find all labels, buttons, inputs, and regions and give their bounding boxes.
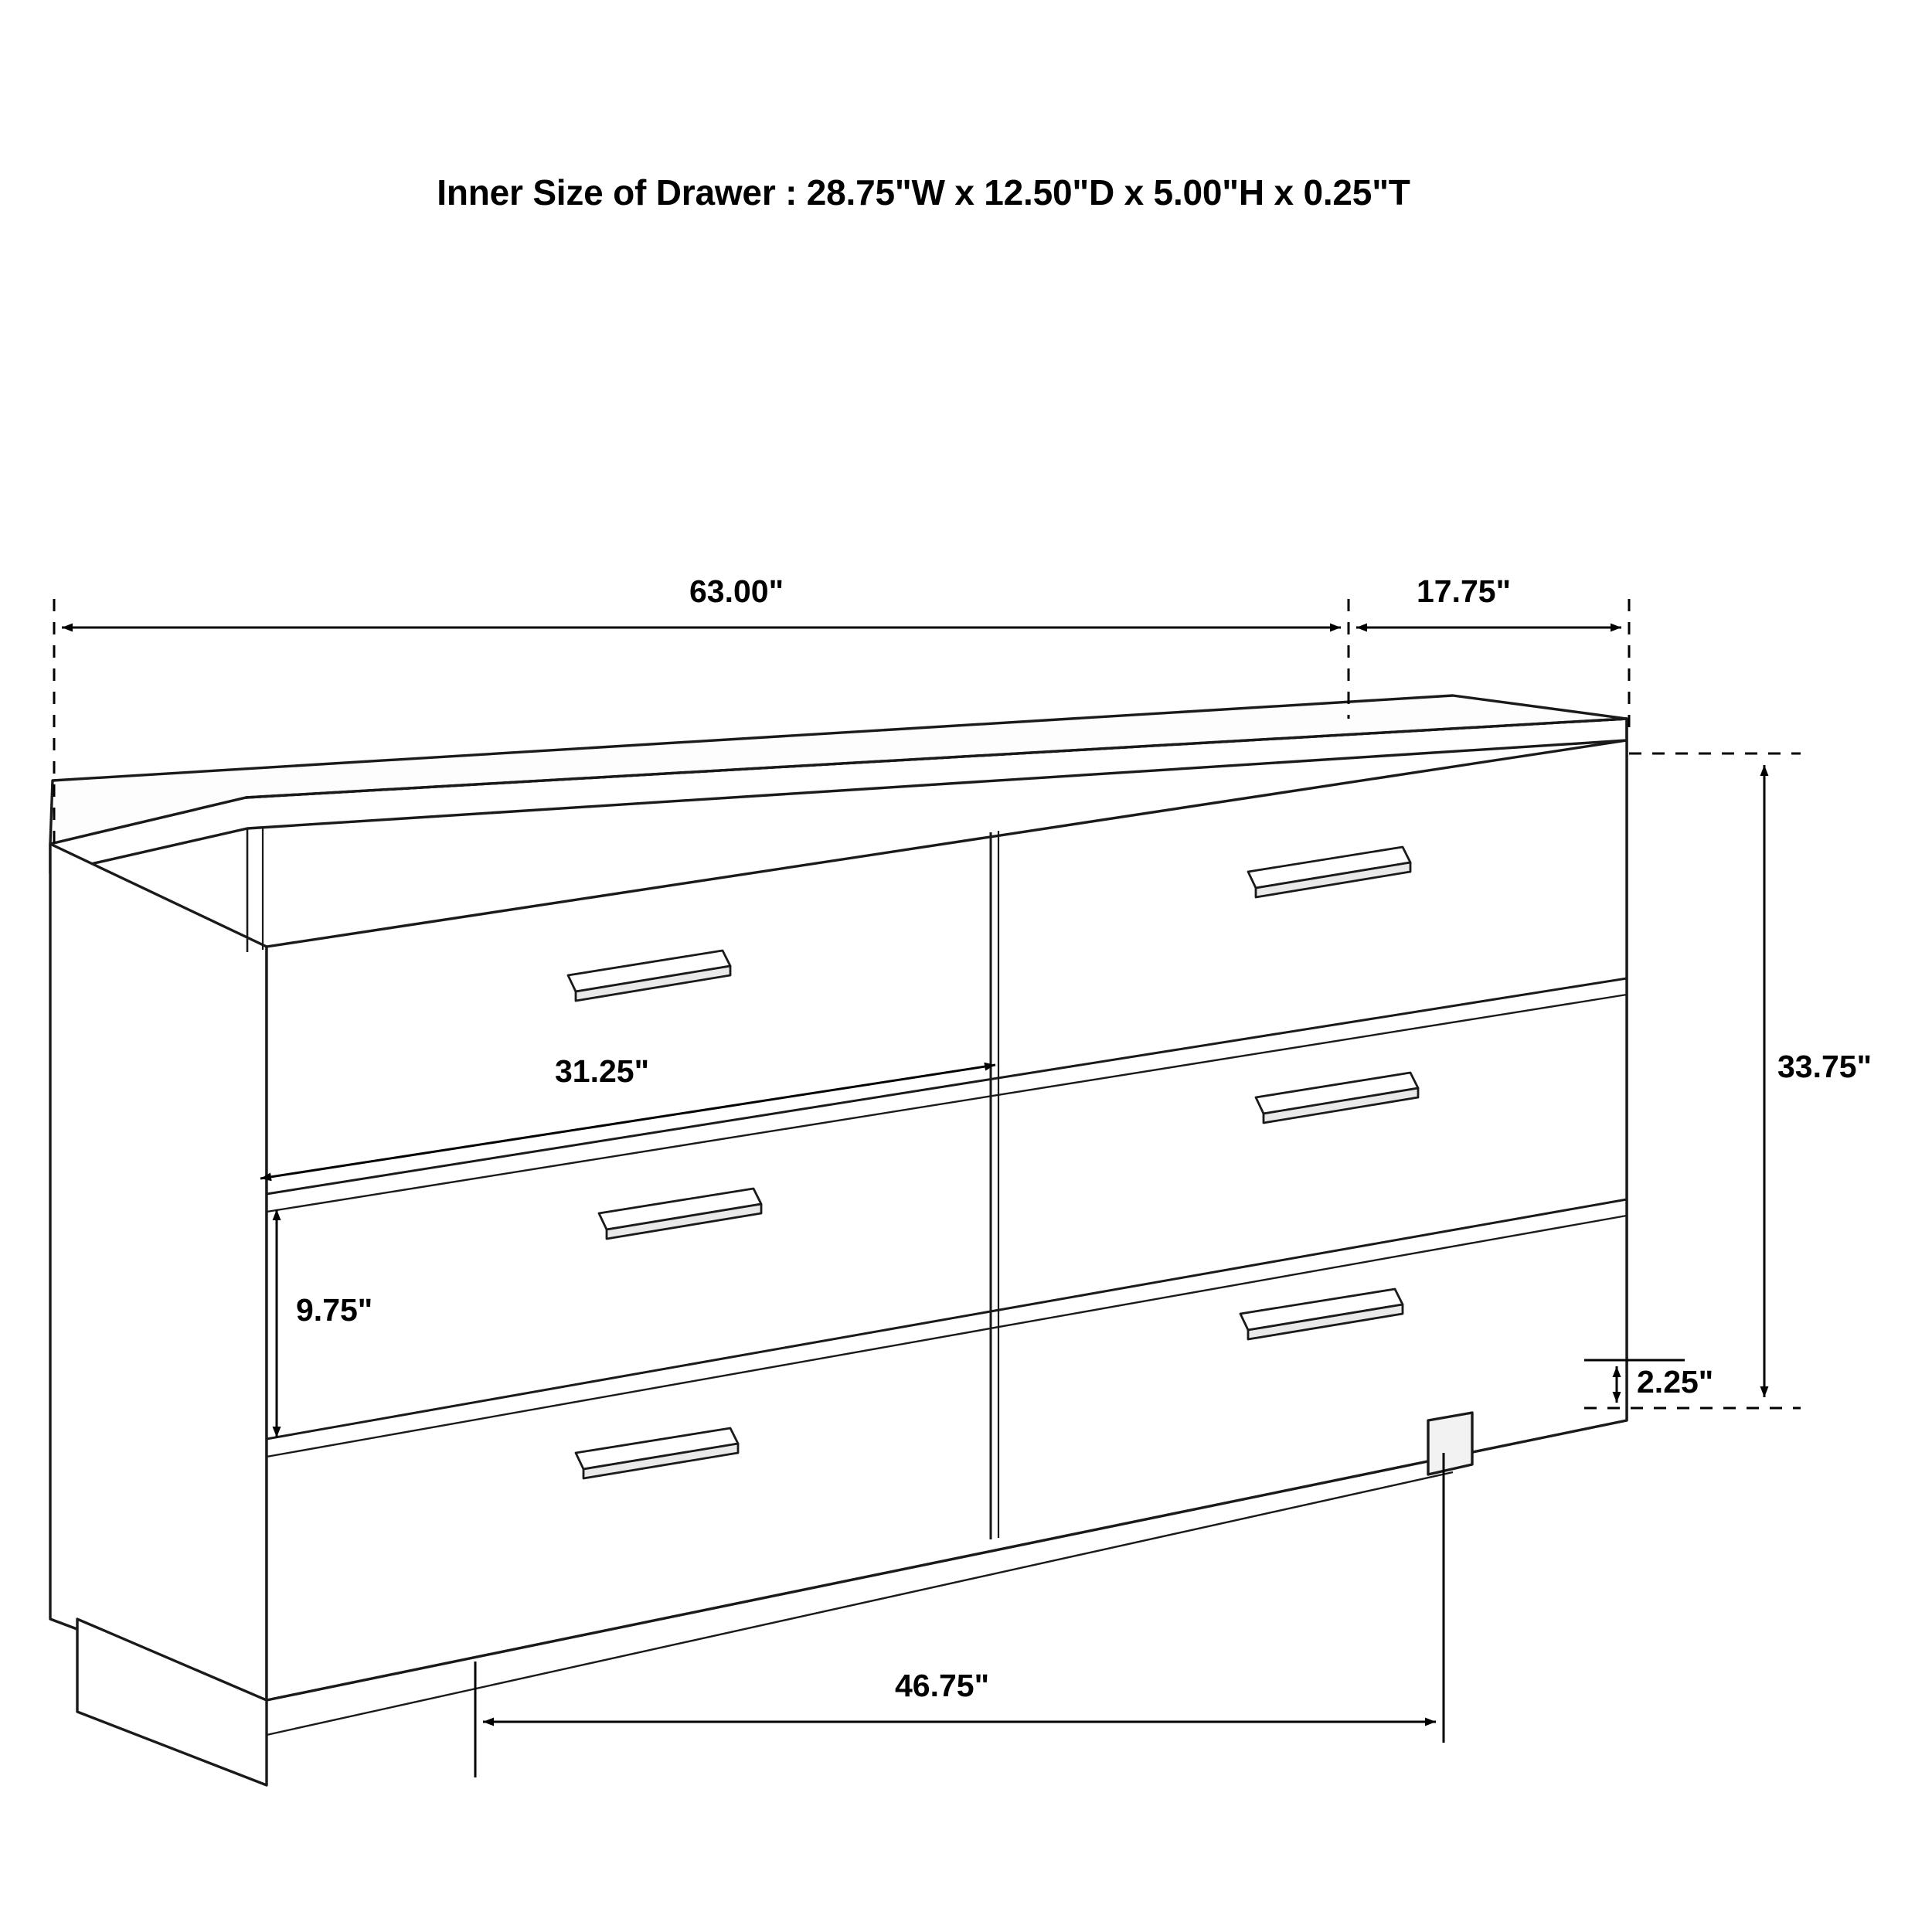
dresser-base-foot-right xyxy=(1428,1413,1472,1475)
dresser-body xyxy=(50,696,1627,1785)
dimension-label-drawer-width: 31.25" xyxy=(555,1053,650,1089)
page-title: Inner Size of Drawer : 28.75"W x 12.50"D x 5.00"H x 0.25"T xyxy=(437,172,1410,213)
dimension-label-height: 33.75" xyxy=(1777,1049,1872,1084)
dimension-label-plinth-width: 46.75" xyxy=(895,1668,990,1703)
dresser-front-face xyxy=(267,740,1627,1700)
dimension-label-drawer-height: 9.75" xyxy=(296,1292,373,1328)
dimension-label-depth: 17.75" xyxy=(1417,573,1512,609)
dresser-left-side-panel xyxy=(50,844,267,1700)
dimension-label-base-height: 2.25" xyxy=(1637,1364,1714,1400)
dimension-label-width: 63.00" xyxy=(689,573,784,609)
